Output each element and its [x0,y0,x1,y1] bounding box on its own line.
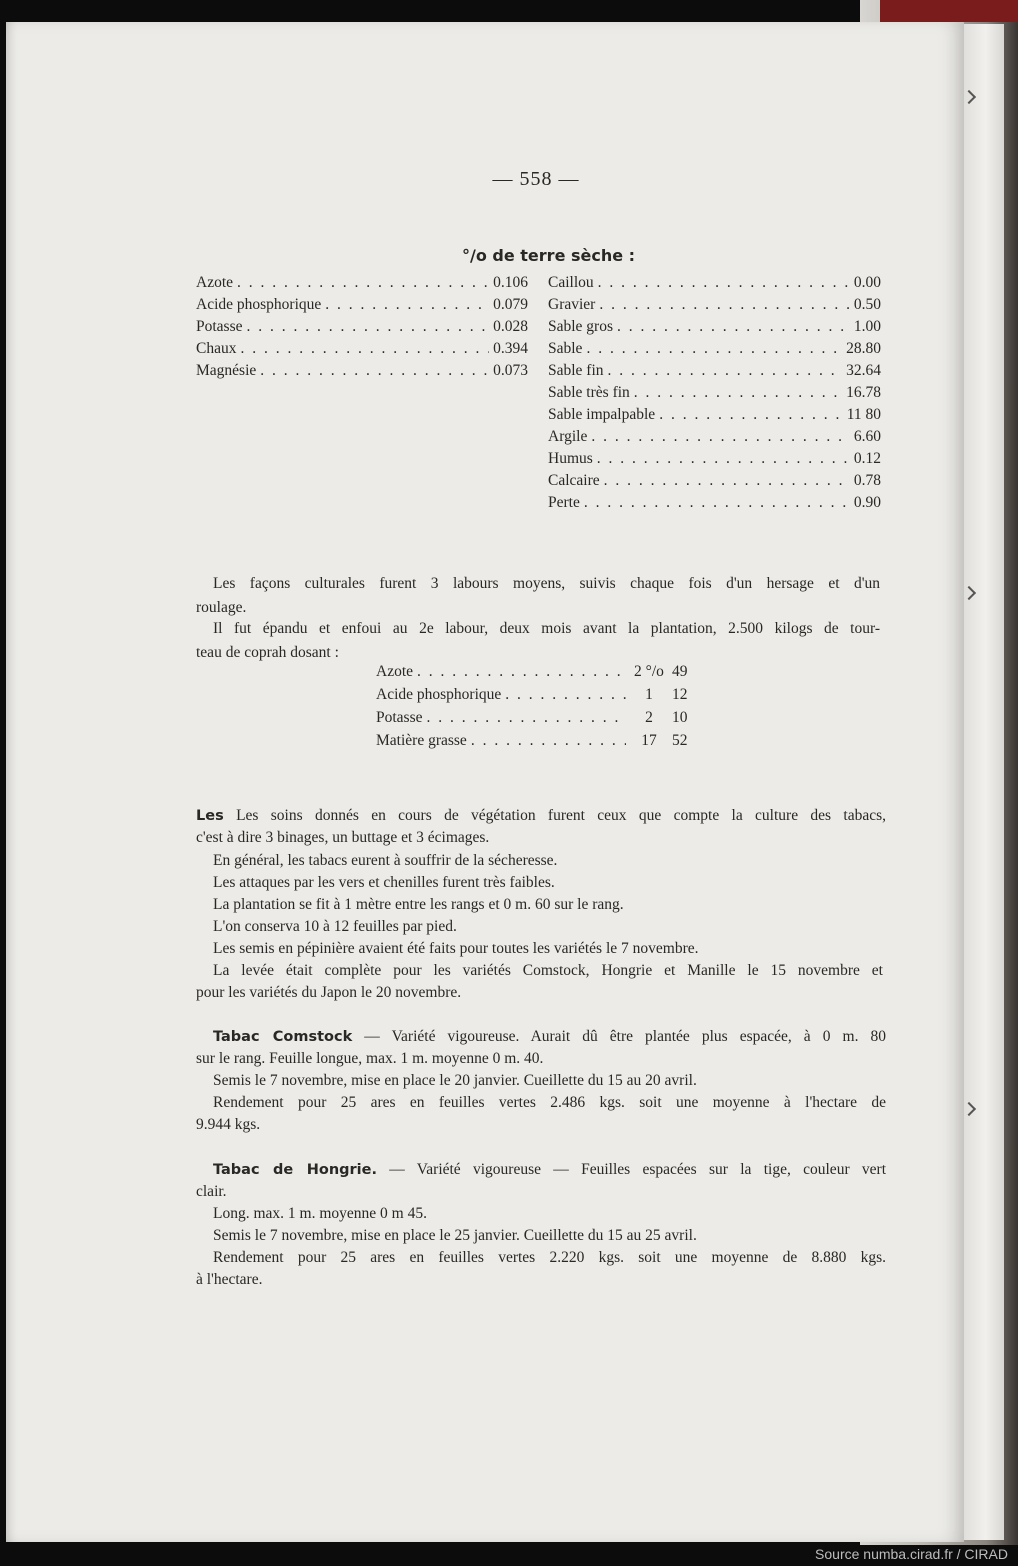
hongrie-paragraph [213,1159,886,1181]
soins-lead: Les [196,808,224,824]
composition-label: Humus [548,450,593,467]
tourteau-row [376,663,716,681]
cover-binding [880,0,1018,22]
leader-dots [597,450,850,468]
composition-value: 0.00 [853,274,881,291]
composition-value: 16.78 [846,384,881,401]
leader-dots [260,362,489,380]
paragraph-line: 9.944 kgs. [196,1116,261,1133]
leader-dots [237,274,489,292]
next-page-edge [958,24,1004,1540]
tourteau-label: Acide phosphorique [376,686,502,703]
comstock-paragraph [213,1026,886,1048]
leader-dots [240,340,489,358]
dry-soil-heading: °/o de terre sèche : [462,246,636,265]
composition-value: 11 80 [846,406,881,423]
paragraph-line: pour les variétés du Japon le 20 novembre. [196,984,462,1001]
leader-dots [659,406,843,424]
composition-value: 0.106 [493,274,528,291]
paragraph-line: roulage. [196,599,247,616]
composition-row [548,428,881,446]
composition-value: 28.80 [846,340,881,357]
composition-label: Magnésie [196,362,257,379]
leader-dots [599,296,850,314]
composition-row [196,274,528,292]
composition-row [196,340,528,358]
leader-dots [634,384,842,402]
page-number: — 558 — [492,168,580,190]
tourteau-label: Matière grasse [376,732,467,749]
composition-row [548,472,881,490]
paragraph-line: Semis le 7 novembre, mise en place le 20 janvier. Cueillette du 15 au 20 avril. [213,1072,697,1089]
comstock-text: — Variété vigoureuse. Aurait dû être plantée plus espacée, à 0 m. 80 [352,1028,887,1045]
composition-row [548,340,881,358]
paragraph-line: Il fut épandu et enfoui au 2e labour, deux mois avant la plantation, 2.500 kilogs de tour- [213,620,880,637]
composition-row [548,362,881,380]
paragraph-line: La plantation se fit à 1 mètre entre les rangs et 0 m. 60 sur le rang. [213,896,624,913]
leader-dots [591,428,850,446]
tourteau-integer: 2 [645,709,653,726]
composition-label: Sable impalpable [548,406,656,423]
composition-label: Caillou [548,274,594,291]
comstock-title: Tabac Comstock [213,1029,353,1045]
paragraph-line: Long. max. 1 m. moyenne 0 m 45. [213,1205,427,1222]
composition-row [548,406,881,424]
tourteau-label: Azote [376,663,414,680]
tourteau-row [376,686,716,704]
composition-label: Sable gros [548,318,614,335]
paragraph-line: Les attaques par les vers et chenilles furent très faibles. [213,874,555,891]
book-page [6,22,964,1542]
leader-dots [417,663,626,681]
composition-row [548,296,881,314]
leader-dots [505,686,626,704]
source-credit: Source numba.cirad.fr / CIRAD [815,1546,1008,1562]
composition-row [548,274,881,292]
composition-value: 0.394 [493,340,528,357]
paragraph-line: Les façons culturales furent 3 labours moyens, suivis chaque fois d'un hersage et d'un [213,575,880,592]
composition-row [548,450,881,468]
composition-label: Calcaire [548,472,600,489]
paragraph-line: teau de coprah dosant : [196,644,339,661]
paragraph-line: La levée était complète pour les variétés Comstock, Hongrie et Manille le 15 novembre et [213,962,883,979]
paragraph-line: Rendement pour 25 ares en feuilles vertes 2.220 kgs. soit une moyenne de 8.880 kgs. [213,1249,886,1266]
paragraph-line: L'on conserva 10 à 12 feuilles par pied. [213,918,457,935]
paragraph-line: sur le rang. Feuille longue, max. 1 m. moyenne 0 m. 40. [196,1050,544,1067]
tourteau-decimal: 12 [672,686,688,703]
composition-label: Sable fin [548,362,604,379]
composition-label: Potasse [196,318,243,335]
hongrie-text: — Variété vigoureuse — Feuilles espacées sur la tige, couleur vert [376,1161,886,1178]
leader-dots [427,709,627,727]
composition-label: Perte [548,494,580,511]
composition-label: Acide phosphorique [196,296,322,313]
composition-row [196,318,528,336]
leader-dots [604,472,850,490]
soins-text: Les soins donnés en cours de végétation furent ceux que compte la culture des tabacs, [236,807,887,824]
composition-value: 0.50 [853,296,881,313]
tourteau-decimal: 52 [672,732,688,749]
composition-value: 0.073 [493,362,528,379]
leader-dots [586,340,842,358]
tourteau-decimal: 49 [672,663,688,680]
composition-row [196,362,528,380]
tourteau-row [376,732,716,750]
composition-label: Chaux [196,340,237,357]
leader-dots [471,732,626,750]
composition-label: Sable [548,340,583,357]
composition-row [196,296,528,314]
paragraph-line: Les semis en pépinière avaient été faits pour toutes les variétés le 7 novembre. [213,940,699,957]
composition-value: 0.78 [853,472,881,489]
composition-value: 0.079 [493,296,528,313]
tourteau-integer: 1 [645,686,653,703]
paragraph-line: clair. [196,1183,227,1200]
composition-row [548,384,881,402]
tourteau-integer: 17 [641,732,657,749]
composition-value: 32.64 [846,362,881,379]
tourteau-decimal: 10 [672,709,688,726]
composition-value: 0.028 [493,318,528,335]
tourteau-label: Potasse [376,709,423,726]
paragraph-epandu [196,618,880,640]
paragraph-line: Semis le 7 novembre, mise en place le 25 janvier. Cueillette du 15 au 25 avril. [213,1227,697,1244]
leader-dots [325,296,489,314]
paragraph-line: c'est à dire 3 binages, un buttage et 3 écimages. [196,829,490,846]
composition-row [548,318,881,336]
paragraph-line [196,805,886,827]
leader-dots [598,274,850,292]
composition-value: 6.60 [853,428,881,445]
paragraph-line: à l'hectare. [196,1271,263,1288]
tourteau-row [376,709,716,727]
leader-dots [608,362,843,380]
composition-label: Argile [548,428,588,445]
paragraph-line: En général, les tabacs eurent à souffrir de la sécheresse. [213,852,558,869]
composition-label: Gravier [548,296,596,313]
leader-dots [584,494,850,512]
paragraph-facons [196,573,880,595]
tourteau-integer: 2 °/o [634,663,664,680]
composition-row [548,494,881,512]
leader-dots [247,318,490,336]
composition-label: Sable très fin [548,384,630,401]
hongrie-title: Tabac de Hongrie. [213,1162,377,1178]
composition-value: 1.00 [853,318,881,335]
composition-value: 0.90 [853,494,881,511]
leader-dots [617,318,850,336]
composition-value: 0.12 [853,450,881,467]
composition-label: Azote [196,274,234,291]
paragraph-line: Rendement pour 25 ares en feuilles vertes 2.486 kgs. soit une moyenne à l'hectare de [213,1094,886,1111]
